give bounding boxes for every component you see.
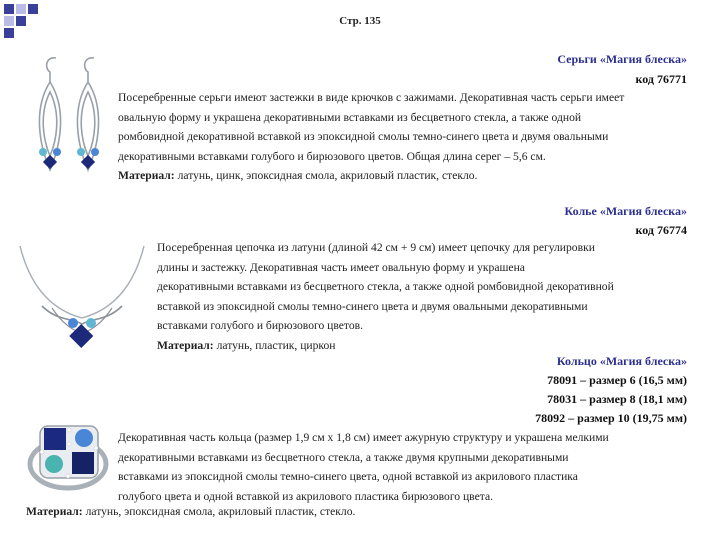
material-value: латунь, цинк, эпоксидная смола, акриловый пластик, стекло.	[174, 169, 478, 182]
text-line: Посеребренные серьги имеют застежки в виде крючков с зажимами. Декоративная часть серьги имеет	[118, 91, 625, 104]
corner-square	[4, 28, 14, 38]
text-line: Посеребренная цепочка из латуни (длиной 42 см + 9 см) имеет цепочку для регулировки	[157, 241, 595, 254]
material-value: латунь, пластик, циркон	[213, 338, 336, 352]
ring-material	[26, 502, 355, 522]
corner-square	[16, 4, 26, 14]
text-line: длины и застежку. Декоративная часть имеет овальную форму и украшена	[157, 260, 525, 274]
earrings-image	[36, 52, 116, 187]
necklace-image	[12, 206, 152, 356]
ring-image	[22, 408, 114, 500]
text-line: вставками из эпоксидной смолы темно-синего цвета, одной вставкой из акрилового пластика	[118, 470, 578, 483]
necklace-description	[157, 238, 614, 355]
ring-size-2: 78031 – размер 8 (18,1 мм)	[547, 392, 687, 406]
earrings-description	[118, 88, 624, 186]
text-line: вставкой из эпоксидной смолы темно-синего цвета и двумя овальными декоративными	[157, 299, 588, 313]
necklace-title: Колье «Магия блеска»	[564, 204, 687, 218]
ring-size-3: 78092 – размер 10 (19,75 мм)	[535, 411, 687, 425]
material-value: латунь, эпоксидная смола, акриловый пластик, стекло.	[82, 505, 356, 518]
text-line: голубого цвета и одной вставкой из акрилового пластика бирюзового цвета.	[118, 489, 493, 503]
ring-description	[118, 428, 609, 506]
ring-title: Кольцо «Магия блеска»	[556, 354, 687, 368]
text-line: Декоративная часть кольца (размер 1,9 см х 1,8 см) имеет ажурную структуру и украшена мелкими	[118, 431, 609, 444]
text-line: декоративными вставками из бесцветного стекла, а также двумя крупными декоративными	[118, 450, 569, 464]
text-line: декоративными вставками из бесцветного стекла, а также одной ромбовидной декоративной	[157, 280, 614, 293]
earrings-code: код 76771	[635, 72, 687, 86]
corner-square	[28, 4, 38, 14]
text-line: овальную форму и украшена декоративными вставками из бесцветного стекла, а также одной	[118, 110, 582, 124]
material-label: Материал:	[26, 505, 83, 518]
ring-size-1: 78091 – размер 6 (16,5 мм)	[547, 373, 687, 387]
text-line: декоративными вставками голубого и бирюзового цветов. Общая длина серег – 5,6 см.	[118, 149, 546, 163]
text-line: вставками голубого и бирюзового цветов.	[157, 319, 363, 332]
earrings-title: Серьги «Магия блеска»	[557, 52, 687, 66]
text-line: ромбовидной декоративной вставкой из эпоксидной смолы темно-синего цвета и двумя овальными	[118, 130, 609, 143]
material-label: Материал:	[118, 169, 175, 182]
material-label: Материал:	[157, 338, 214, 352]
earrings-material	[118, 166, 624, 186]
necklace-material	[157, 336, 614, 356]
necklace-code: код 76774	[635, 223, 687, 237]
corner-square	[4, 4, 14, 14]
page-number: Стр. 135	[339, 15, 381, 27]
